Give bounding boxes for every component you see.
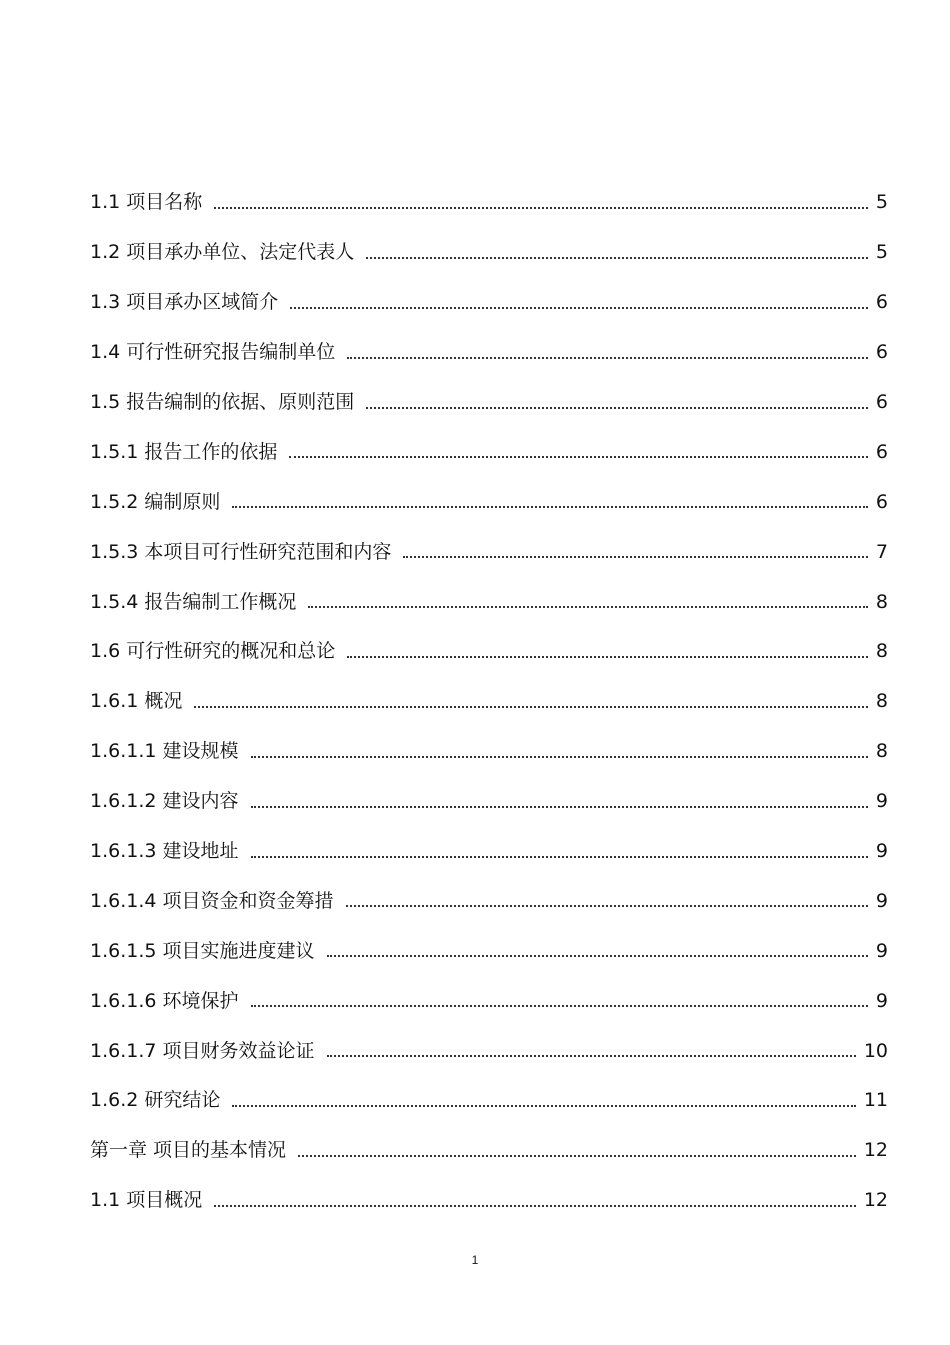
toc-entry[interactable]: [90, 477, 890, 527]
toc-entry[interactable]: [90, 777, 890, 827]
page-number: 1: [471, 1253, 479, 1267]
toc-entry-page: 5: [875, 191, 888, 214]
toc-entry[interactable]: [90, 328, 890, 378]
toc-dot-leader: [251, 806, 868, 808]
toc-dot-leader: [366, 257, 868, 259]
toc-dot-leader: [290, 307, 868, 309]
toc-entry[interactable]: [90, 228, 890, 278]
toc-entry[interactable]: [90, 627, 890, 677]
toc-entry-page: 11: [863, 1089, 888, 1112]
toc-entry[interactable]: [90, 976, 890, 1026]
toc-entry-title: 1.5.4 报告编制工作概况: [90, 590, 297, 613]
toc-entry-title: 1.6.1.7 项目财务效益论证: [90, 1039, 315, 1062]
toc-entry[interactable]: [90, 378, 890, 428]
toc-entry-title: 1.6.1.1 建设规模: [90, 740, 239, 763]
toc-entry[interactable]: [90, 1126, 890, 1176]
toc-dot-leader: [327, 955, 868, 957]
toc-entry-page: 12: [863, 1189, 888, 1212]
toc-entry-page: 5: [875, 241, 888, 264]
toc-entry-page: 8: [875, 740, 888, 763]
toc-entry[interactable]: [90, 1076, 890, 1126]
toc-dot-leader: [347, 656, 868, 658]
toc-dot-leader: [194, 706, 868, 708]
toc-entry-title: 1.5.3 本项目可行性研究范围和内容: [90, 540, 392, 563]
toc-dot-leader: [347, 357, 868, 359]
toc-dot-leader: [251, 756, 868, 758]
toc-dot-leader: [403, 556, 868, 558]
toc-dot-leader: [289, 456, 868, 458]
toc-entry-page: 6: [875, 391, 888, 413]
toc-entry-title: 1.5.1 报告工作的依据: [90, 440, 278, 463]
toc-entry[interactable]: [90, 427, 890, 477]
toc-entry-title: 1.5.2 编制原则: [90, 490, 221, 513]
toc-dot-leader: [251, 1005, 868, 1007]
toc-entry[interactable]: [90, 178, 890, 228]
toc-entry[interactable]: [90, 1026, 890, 1076]
toc-entry[interactable]: [90, 577, 890, 627]
toc-dot-leader: [366, 407, 868, 409]
toc-entry[interactable]: [90, 827, 890, 877]
toc-entry[interactable]: [90, 727, 890, 777]
toc-dot-leader: [214, 1205, 856, 1207]
toc-entry-title: 1.6.1.2 建设内容: [90, 790, 239, 813]
toc-entry-page: 7: [875, 540, 888, 563]
toc-entry-page: 9: [875, 840, 888, 863]
toc-entry-title: 1.4 可行性研究报告编制单位: [90, 341, 336, 364]
toc-entry[interactable]: [90, 876, 890, 926]
toc-entry-title: 1.6.1.5 项目实施进度建议: [90, 939, 315, 962]
toc-entry-page: 9: [875, 790, 888, 813]
toc-entry-title: 1.6.1.3 建设地址: [90, 840, 239, 863]
toc-entry-page: 10: [863, 1039, 888, 1062]
toc-entry-title: 第一章 项目的基本情况: [90, 1139, 287, 1162]
toc-entry-title: 1.5 报告编制的依据、原则范围: [90, 391, 355, 413]
toc-dot-leader: [214, 207, 868, 209]
toc-entry-page: 6: [875, 341, 888, 364]
toc-entry-title: 1.2 项目承办单位、法定代表人: [90, 241, 355, 264]
toc-entry-page: 9: [875, 889, 888, 912]
toc-entry-title: 1.6.1.6 环境保护: [90, 989, 239, 1012]
toc-entry-page: 9: [875, 989, 888, 1012]
toc-entry-title: 1.1 项目概况: [90, 1189, 203, 1212]
toc-entry-page: 6: [875, 291, 888, 314]
toc-entry[interactable]: [90, 527, 890, 577]
toc-dot-leader: [346, 905, 868, 907]
toc-entry-title: 1.6.1 概况: [90, 690, 183, 713]
toc-entry-page: 12: [863, 1139, 888, 1162]
toc-dot-leader: [232, 1105, 855, 1107]
toc-entry[interactable]: [90, 926, 890, 976]
toc-entry-title: 1.6.1.4 项目资金和资金筹措: [90, 889, 334, 912]
toc-entry[interactable]: [90, 278, 890, 328]
toc-entry-page: 6: [875, 440, 888, 463]
toc-entry[interactable]: [90, 677, 890, 727]
toc-dot-leader: [327, 1055, 856, 1057]
toc-entry-title: 1.6 可行性研究的概况和总论: [90, 640, 336, 663]
toc-entry-title: 1.3 项目承办区域简介: [90, 291, 279, 314]
toc-dot-leader: [298, 1155, 856, 1157]
toc-entry-page: 8: [875, 690, 888, 713]
toc-dot-leader: [308, 606, 868, 608]
toc-dot-leader: [232, 506, 868, 508]
toc-entry-page: 6: [875, 490, 888, 513]
toc-dot-leader: [251, 856, 868, 858]
toc-entry-title: 1.1 项目名称: [90, 191, 203, 214]
toc-entry[interactable]: [90, 1176, 890, 1226]
toc-entry-title: 1.6.2 研究结论: [90, 1089, 221, 1112]
toc-entry-page: 8: [875, 640, 888, 663]
toc-entry-page: 9: [875, 939, 888, 962]
table-of-contents: [90, 178, 890, 1226]
toc-entry-page: 8: [875, 590, 888, 613]
